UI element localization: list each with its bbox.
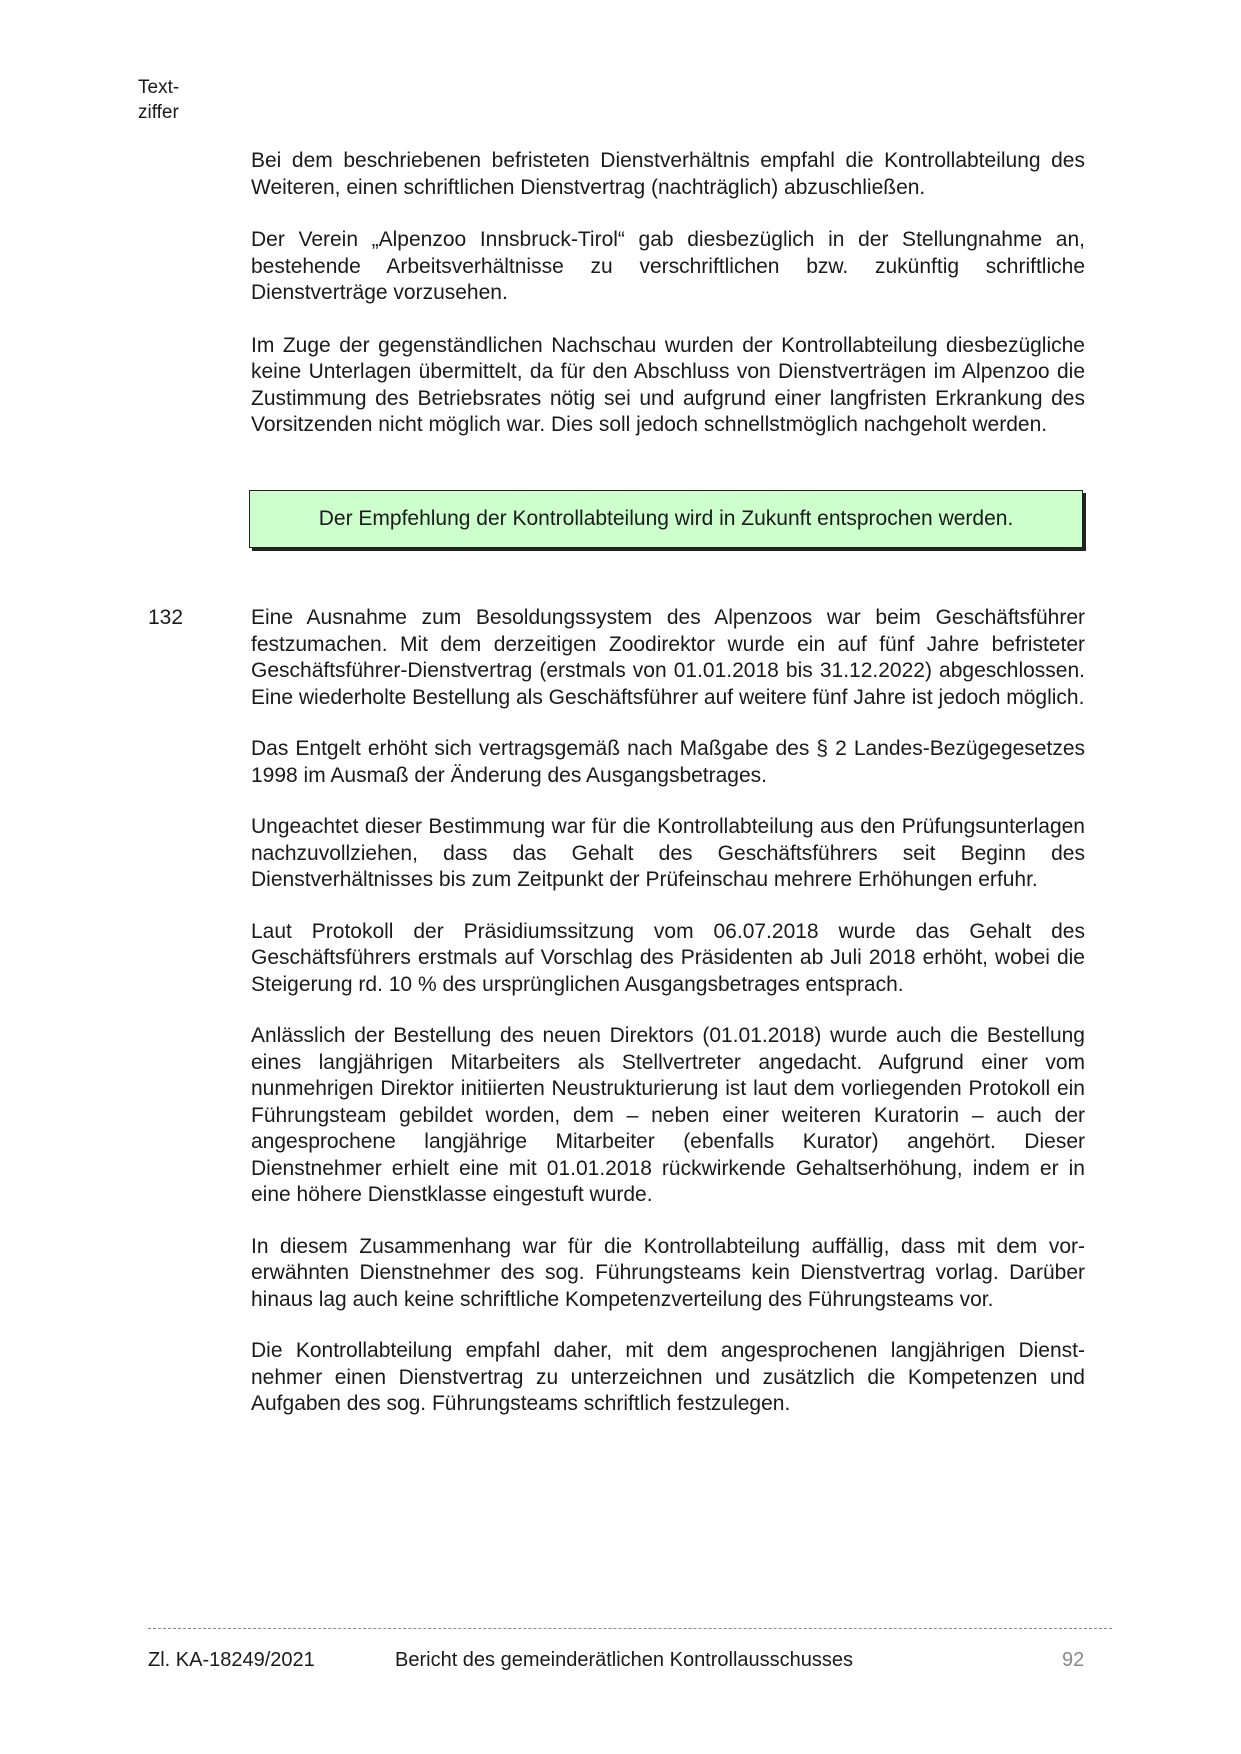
paragraph: In diesem Zusammenhang war für die Kontrollabteilung auffällig, dass mit dem vorerwähnten Dienstnehmer des sog. Führungsteams kein Dienstvertrag vorlag. Darüber hinaus lag auch keine schriftliche Kompetenzverteilung des Führungsteams vor. xyxy=(251,1234,1085,1311)
response-text: Der Empfehlung der Kontrollabteilung wird in Zukunft entsprochen werden. xyxy=(318,507,1014,530)
paragraph: Der Verein „Alpenzoo Innsbruck-Tirol“ gab diesbezüglich in der Stellungnahme an, bestehende Arbeitsverhältnisse zu verschriftlichen bzw. zukünftig schriftliche Dienstverträge vorzusehen. xyxy=(251,228,1085,304)
textziffer-number: 132 xyxy=(148,606,184,629)
paragraph: Im Zuge der gegenständlichen Nachschau wurden der Kontrollabteilung diesbezügliche keine Unterlagen übermittelt, da für den Abschluss von Dienstverträgen im Alpenzoo die Zustimmung des Betriebsrates nötig sei und aufgrund einer langfristen Erkrankung des Vorsitzenden nicht möglich war. Dies soll jedoch schnellstmöglich nachgeholt werden. xyxy=(251,333,1085,436)
section-132 xyxy=(251,605,1085,1418)
footer-divider xyxy=(148,1628,1112,1629)
margin-label-textziffer xyxy=(138,75,218,125)
paragraph: Die Kontrollabteilung empfahl daher, mit dem angesprochenen langjährigen Dienstnehmer einen Dienstvertrag zu unterzeichnen und zusätzlich die Kompetenzen und Aufgaben des sog. Führungsteams schriftlich festzulegen. xyxy=(251,1339,1085,1415)
margin-label-line1: Text- xyxy=(138,77,180,98)
paragraph: Das Entgelt erhöht sich vertragsgemäß nach Maßgabe des § 2 Landes-Bezügegesetzes 1998 im Ausmaß der Änderung des Ausgangsbetrages. xyxy=(251,737,1085,787)
section-recommendation-followup xyxy=(251,148,1085,439)
paragraph: Anlässlich der Bestellung des neuen Direktors (01.01.2018) wurde auch die Bestellung eines langjährigen Mitarbeiters als Stellvertreter angedacht. Aufgrund einer vom nunmehrigen Direktor initiierten Neustrukturierung ist laut dem vorliegenden Protokoll ein Führungsteam gebildet worden, dem – neben einer weiteren Kuratorin – auch der angesprochene langjährige Mitarbeiter (ebenfalls Kurator) angehört. Dieser Dienstnehmer erhielt eine mit 01.01.2018 rückwirkende Gehaltserhöhung, indem er in eine höhere Dienstklasse eingestuft wurde. xyxy=(251,1024,1085,1206)
paragraph: Ungeachtet dieser Bestimmung war für die Kontrollabteilung aus den Prüfungsunterlagen nachzuvollziehen, dass das Gehalt des Geschäftsführers seit Beginn des Dienstverhältnisses bis zum Zeitpunkt der Prüfeinschau mehrere Erhöhungen erfuhr. xyxy=(251,815,1085,891)
margin-label-line2: ziffer xyxy=(138,102,179,123)
response-box xyxy=(249,490,1083,548)
paragraph: Laut Protokoll der Präsidiumssitzung vom 06.07.2018 wurde das Gehalt des Geschäftsführers erstmals auf Vorschlag des Präsidenten ab Juli 2018 erhöht, wobei die Steigerung rd. 10 % des ursprünglichen Ausgangsbetrages entsprach. xyxy=(251,919,1085,996)
paragraph: Bei dem beschriebenen befristeten Dienstverhältnis empfahl die Kontrollabteilung des Weiteren, einen schriftlichen Dienstvertrag (nachträglich) abzuschließen. xyxy=(251,149,1085,199)
paragraph: Eine Ausnahme zum Besoldungssystem des Alpenzoos war beim Geschäftsführer festzumachen. Mit dem derzeitigen Zoodirektor wurde ein auf fünf Jahre befristeter Geschäftsführer-Dienstvertrag (erstmals von 01.01.2018 bis 31.12.2022) abgeschlossen. Eine wiederholte Bestellung als Geschäftsführer auf weitere fünf Jahre ist jedoch möglich. xyxy=(251,606,1085,709)
page-number: 92 xyxy=(1062,1649,1085,1671)
footer-reference: Zl. KA-18249/2021 xyxy=(148,1649,315,1671)
footer-title: Bericht des gemeinderätlichen Kontrollausschusses xyxy=(395,1649,854,1671)
